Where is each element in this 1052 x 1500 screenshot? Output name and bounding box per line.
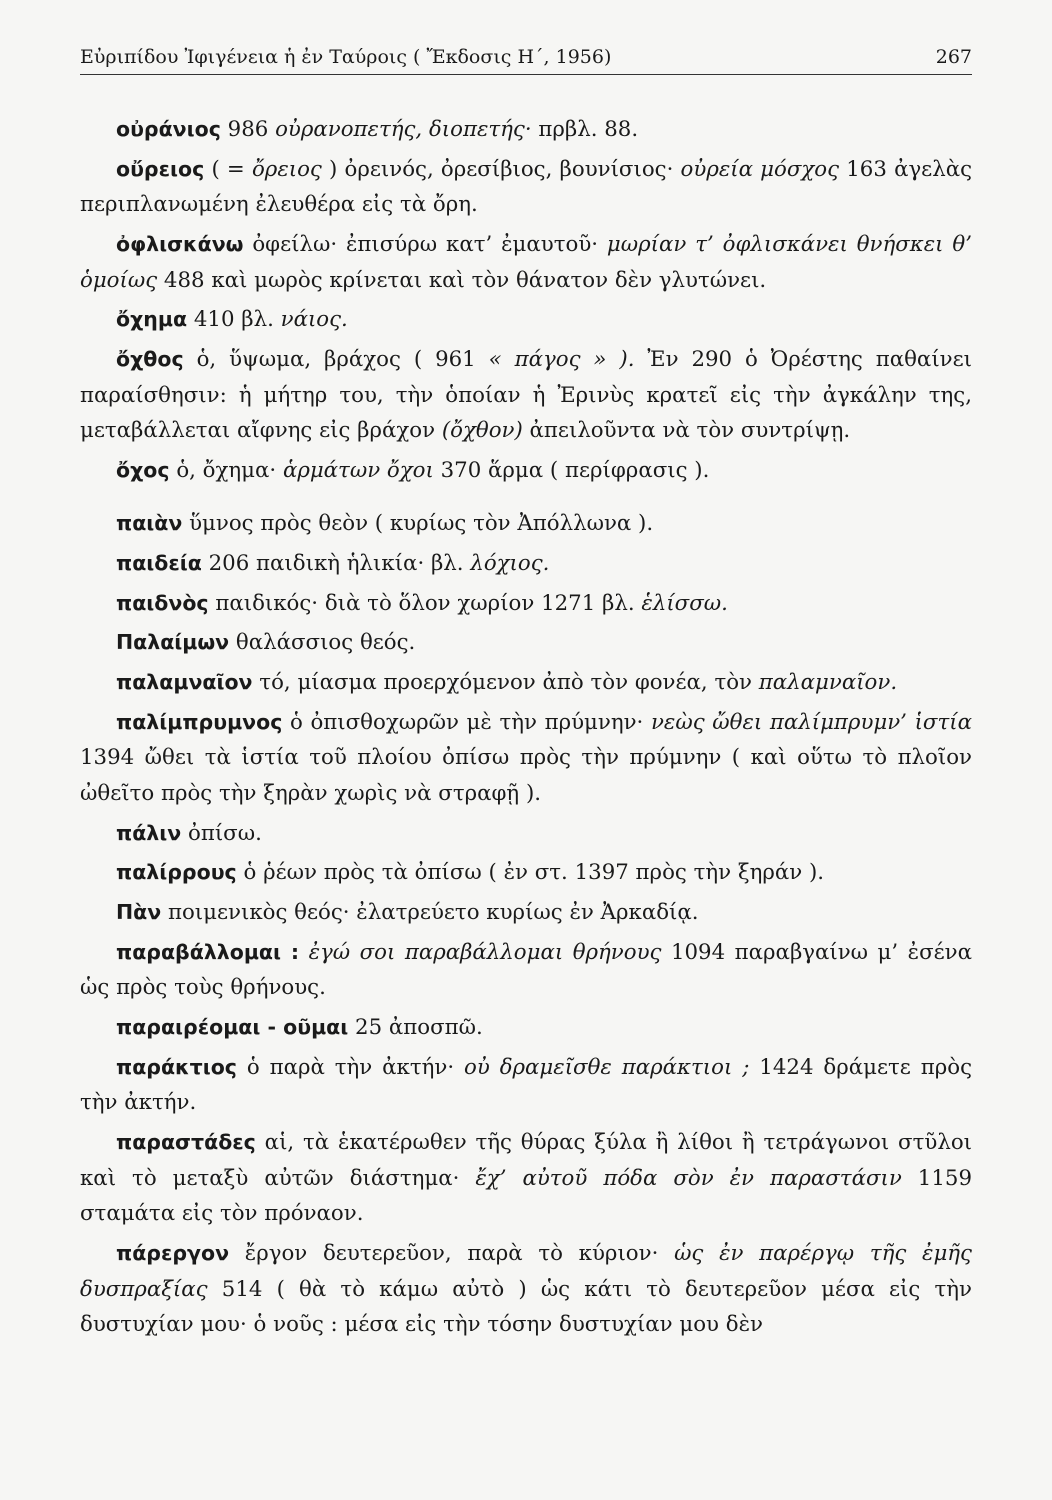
- quotation-text: νάιος.: [280, 307, 348, 333]
- definition-text: ὕμνος πρὸς θεὸν ( κυρίως τὸν Ἀπόλλωνα ).: [182, 511, 654, 537]
- headword: ὀφλισκάνω: [116, 231, 244, 256]
- entry-ochos: [80, 453, 972, 489]
- definition-text: 1159 σταμάτα εἰς τὸν πρόναον.: [80, 1165, 972, 1227]
- page-number: 267: [935, 46, 972, 68]
- entry-paian: [80, 506, 972, 542]
- entry-ouranios: [80, 112, 972, 148]
- headword: παλαμναῖον: [116, 670, 253, 695]
- entry-palin: [80, 816, 972, 852]
- quotation-text: λόχιος.: [470, 551, 550, 577]
- definition-text: 488 καὶ μωρὸς κρίνεται καὶ τὸν θάνατον δὲν γλυτώνει.: [157, 267, 767, 293]
- definition-text: 1394 ὤθει τὰ ἱστία τοῦ πλοίου ὀπίσω πρὸς τὴν πρύμνην ( καὶ οὕτω τὸ πλοῖον ὠθεῖτο πρὸς τὴν ξηρὰν χωρὶς νὰ στραφῇ ).: [80, 745, 972, 807]
- definition-text: ὀφείλω· ἐπισύρω κατ’ ἐμαυτοῦ·: [243, 231, 607, 257]
- quotation-text: οὐρεία μόσχος: [680, 156, 840, 182]
- definition-text: ( =: [204, 156, 252, 182]
- headword: πάρεργον: [116, 1240, 230, 1265]
- headword: παλίρρους: [116, 860, 237, 885]
- headword: παιδνὸς: [116, 590, 209, 615]
- entry-ochema: [80, 302, 972, 338]
- entry-palimprymnos: [80, 705, 972, 812]
- definition-text: ὁ ῥέων πρὸς τὰ ὀπίσω ( ἐν στ. 1397 πρὸς τὴν ξηράν ).: [236, 860, 825, 886]
- definition-text: Ἐν 290 ὁ Ὀρέστης παθαίνει παραίσθησιν: ἡ μήτηρ του, τὴν ὁποίαν ἡ Ἐρινὺς κρατεῖ εἰς τὴν ἀγκάλην της, μεταβάλλεται αἴφνης εἰς βράχον: [80, 346, 972, 444]
- headword: παραιρέομαι - οῦμαι: [116, 1015, 349, 1040]
- headword: παλίμπρυμνος: [116, 709, 283, 734]
- entry-parastades: [80, 1125, 972, 1232]
- definition-text: 514 ( θὰ τὸ κάμω αὐτὸ ) ὡς κάτι τὸ δευτερεῦον μέσα εἰς τὴν δυστυχίαν μου· ὁ νοῦς : μέσα εἰς τὴν τόσην δυστυχίαν μου δὲν: [80, 1276, 972, 1338]
- definition-text: ὀπίσω.: [181, 820, 262, 846]
- definition-text: ὁ, ὄχημα·: [169, 457, 283, 483]
- quotation-text: ὄρειος: [251, 156, 322, 182]
- definition-text: ὁ παρὰ τὴν ἀκτήν·: [236, 1054, 465, 1080]
- definition-text: ποιμενικὸς θεός· ἐλατρεύετο κυρίως ἐν Ἀρκαδίᾳ.: [161, 900, 699, 926]
- entry-pan: [80, 895, 972, 931]
- quotation-text: παλαμναῖον.: [758, 670, 898, 696]
- definition-text: θαλάσσιος θεός.: [229, 630, 416, 656]
- headword: παιὰν: [116, 511, 183, 536]
- entry-ochthos: [80, 342, 972, 449]
- headword: πάλιν: [116, 820, 182, 845]
- headword: Παλαίμων: [116, 630, 230, 655]
- definition-text: ἀπειλοῦντα νὰ τὸν συντρίψῃ.: [522, 418, 851, 444]
- quotation-text: οὐρανοπετής, διοπετής·: [275, 117, 532, 142]
- quotation-text: νεὼς ὤθει παλίμπρυμν’ ἱστία: [650, 709, 972, 735]
- headword: οὐράνιος: [116, 117, 221, 141]
- headword: ὄχημα: [116, 307, 188, 332]
- definition-text: παιδικός· διὰ τὸ ὅλον χωρίον 1271 βλ.: [208, 590, 642, 616]
- entry-parairomai: [80, 1010, 972, 1046]
- definition-text: 410 βλ.: [187, 307, 281, 333]
- headword: Πὰν: [116, 900, 162, 925]
- quotation-text: ἔχ’ αὐτοῦ πόδα σὸν ἐν παραστάσιν: [475, 1165, 902, 1191]
- entry-oureios: [80, 152, 972, 223]
- definition-text: πρβλ. 88.: [531, 117, 639, 142]
- entry-palirrous: [80, 855, 972, 891]
- definition-text: 206 παιδικὴ ἡλικία· βλ.: [201, 551, 471, 577]
- entry-palaimon: [80, 625, 972, 661]
- headword: ὄχθος: [116, 346, 184, 371]
- definition-text: αἱ, τὰ ἑκατέρωθεν τῆς θύρας ξύλα ἢ λίθοι ἢ τετράγωνοι στῦλοι καὶ τὸ μεταξὺ αὐτῶν διάστημα·: [80, 1130, 972, 1191]
- definition-text: [299, 940, 309, 965]
- headword: παραβάλλομαι :: [116, 939, 300, 964]
- headword: οὔρειος: [116, 156, 205, 181]
- definition-text: 163 ἀγελὰς περιπλανωμένη ἐλευθέρα εἰς τὰ ὄρη.: [80, 156, 973, 218]
- quotation-text: ἁρμάτων ὄχοι: [282, 457, 434, 483]
- quotation-text: ἑλίσσω.: [641, 590, 728, 616]
- quotation-text: ἐγώ σοι παραβάλλομαι θρήνους: [308, 939, 662, 965]
- headword: παράκτιος: [116, 1054, 237, 1079]
- entry-ophliskano: [80, 227, 972, 298]
- quotation-text: οὐ δραμεῖσθε παράκτιοι ;: [464, 1054, 750, 1080]
- quotation-text: ὡς ἐν παρέργῳ τῆς ἐμῆς δυσπραξίας: [80, 1240, 972, 1302]
- quotation-text: (ὄχθον): [441, 418, 523, 444]
- entry-paideia: [80, 546, 972, 582]
- entry-paraktios: [80, 1050, 972, 1121]
- entry-parergon: [80, 1236, 972, 1343]
- headword: ὄχος: [116, 457, 170, 482]
- definition-text: ἔργον δευτερεῦον, παρὰ τὸ κύριον·: [229, 1240, 675, 1266]
- running-title: Εὐριπίδου Ἰφιγένεια ἡ ἐν Ταύροις ( Ἔκδοσις Η΄, 1956): [80, 46, 612, 68]
- definition-text: 25 ἀποσπῶ.: [348, 1015, 483, 1041]
- headword: παραστάδες: [116, 1130, 256, 1155]
- entry-paidnos: [80, 586, 972, 622]
- running-header: [80, 40, 972, 75]
- definition-text: ὁ, ὕψωμα, βράχος ( 961: [183, 346, 489, 372]
- definition-text: τό, μίασμα προερχόμενον ἀπὸ τὸν φονέα, τὸν: [252, 670, 759, 696]
- headword: παιδεία: [116, 551, 202, 576]
- entry-palamnaion: [80, 665, 972, 701]
- definition-text: 370 ἅρμα ( περίφρασις ).: [433, 457, 710, 483]
- glossary-body: [80, 112, 972, 1347]
- definition-text: 1424 δράμετε πρὸς τὴν ἀκτήν.: [80, 1054, 972, 1116]
- definition-text: 1094 παραβγαίνω μ’ ἐσένα ὡς πρὸς τοὺς θρήνους.: [80, 939, 972, 1001]
- definition-text: 986: [220, 117, 276, 142]
- definition-text: ὁ ὀπισθοχωρῶν μὲ τὴν πρύμνην·: [282, 709, 651, 735]
- quotation-text: « πάγος » ).: [488, 346, 635, 372]
- quotation-text: μωρίαν τ’ ὀφλισκάνει θνήσκει θ’ ὁμοίως: [80, 231, 972, 293]
- definition-text: ) ὀρεινός, ὀρεσίβιος, βουνίσιος·: [321, 156, 681, 182]
- entry-paraballomai: [80, 935, 972, 1006]
